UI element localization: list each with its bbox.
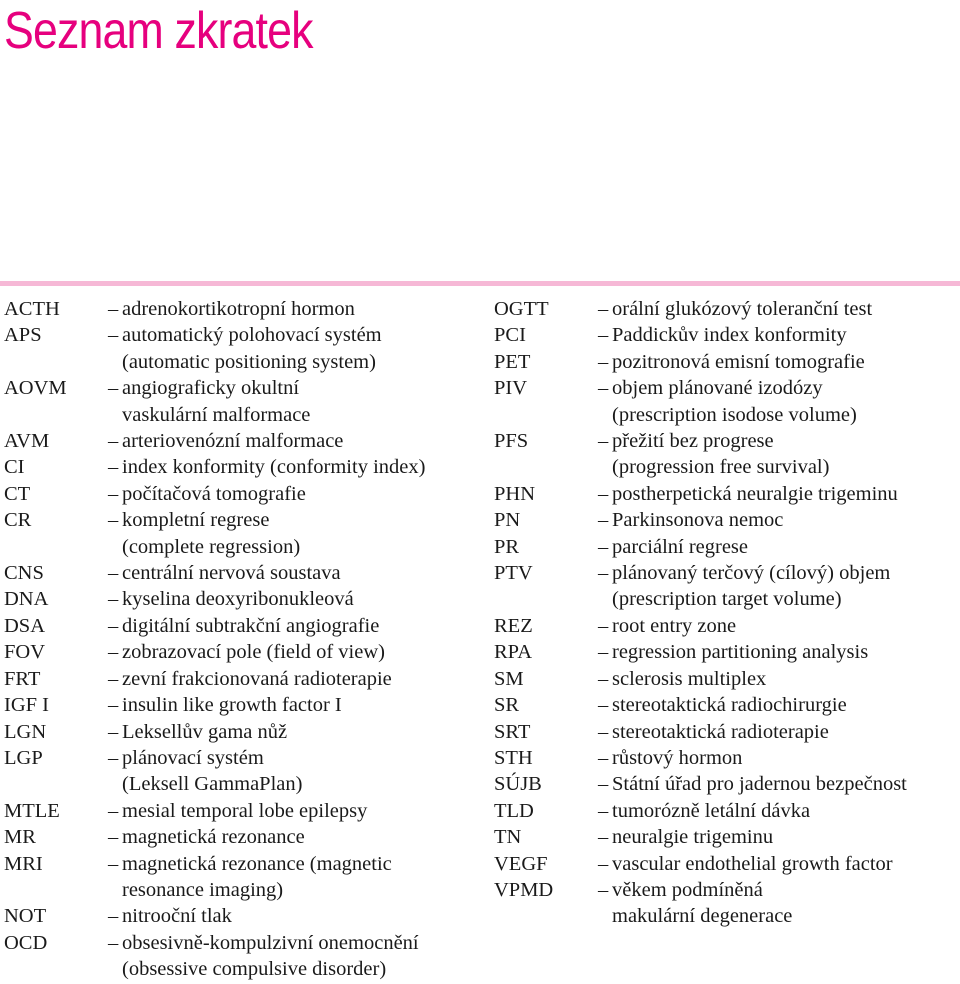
abbreviation-definition (598, 349, 960, 375)
dash-separator: – (108, 509, 119, 532)
abbreviation-definition (598, 534, 960, 560)
dash-separator: – (598, 799, 609, 822)
abbreviation-definition (108, 560, 484, 586)
abbreviation-definition (598, 824, 960, 850)
abbreviation-definition (598, 798, 960, 824)
dash-separator: – (108, 852, 119, 875)
definition-line: plánovací systém (122, 746, 264, 769)
abbreviation-entry (494, 771, 960, 797)
definition-line: Paddickův index konformity (612, 324, 847, 347)
definition-line: kyselina deoxyribonukleová (122, 588, 354, 611)
abbreviation-definition (108, 666, 484, 692)
abbreviation-term: IGF I (4, 694, 49, 717)
abbreviation-definition (108, 639, 484, 665)
definition-line: vascular endothelial growth factor (612, 852, 893, 875)
dash-separator: – (598, 667, 609, 690)
definition-line: digitální subtrakční angiografie (122, 614, 380, 637)
abbreviation-entry (494, 560, 960, 613)
abbreviation-definition (598, 666, 960, 692)
definition-line: Parkinsonova nemoc (612, 509, 784, 532)
abbreviation-term: MR (4, 826, 36, 849)
abbreviation-entry (4, 824, 484, 850)
definition-line: růstový hormon (612, 746, 743, 769)
definition-line: zevní frakcionovaná radioterapie (122, 667, 392, 690)
dash-separator: – (108, 905, 119, 928)
abbreviation-definition (108, 428, 484, 454)
dash-separator: – (108, 694, 119, 717)
abbreviation-entry (4, 322, 484, 375)
definition-line: počítačová tomografie (122, 482, 306, 505)
definition-line: arteriovenózní malformace (122, 430, 344, 453)
abbreviation-entry (4, 375, 484, 428)
abbreviation-entry (494, 481, 960, 507)
abbreviation-definition (598, 745, 960, 771)
abbreviation-definition (108, 930, 484, 983)
abbreviation-term: PR (494, 535, 520, 558)
definition-line: sclerosis multiplex (612, 667, 767, 690)
dash-separator: – (598, 878, 609, 901)
abbreviation-term: SR (494, 694, 520, 717)
definition-line: neuralgie trigeminu (612, 826, 774, 849)
abbreviation-definition (108, 375, 484, 428)
abbreviation-entry (494, 322, 960, 348)
abbreviation-entry (4, 930, 484, 983)
page-title: Seznam zkratek (4, 2, 313, 60)
dash-separator: – (108, 720, 119, 743)
definition-line: přežití bez progrese (612, 430, 774, 453)
abbreviation-definition (108, 692, 484, 718)
abbreviation-term: CR (4, 509, 32, 532)
definition-line: magnetická rezonance (magnetic (122, 852, 392, 875)
dash-separator: – (108, 799, 119, 822)
abbreviation-definition (108, 296, 484, 322)
abbreviation-entry (4, 639, 484, 665)
definition-line: plánovaný terčový (cílový) objem (612, 562, 891, 585)
abbreviation-definition (108, 719, 484, 745)
abbreviation-entry (494, 798, 960, 824)
abbreviation-entry (4, 719, 484, 745)
dash-separator: – (108, 562, 119, 585)
abbreviation-term: DSA (4, 614, 46, 637)
abbreviation-definition (108, 851, 484, 904)
abbreviation-entry (4, 454, 484, 480)
definition-line: věkem podmíněná (612, 878, 763, 901)
abbreviation-entry (4, 428, 484, 454)
abbreviation-term: REZ (494, 614, 533, 637)
abbreviation-definition (598, 375, 960, 428)
definition-line: (prescription isodose volume) (612, 403, 857, 426)
dash-separator: – (598, 509, 609, 532)
dash-separator: – (598, 350, 609, 373)
abbreviation-definition (108, 798, 484, 824)
abbreviation-term: OCD (4, 931, 48, 954)
abbreviation-term: AVM (4, 430, 50, 453)
abbreviation-definition (598, 481, 960, 507)
abbreviation-entry (4, 296, 484, 322)
abbreviation-list-left (4, 296, 484, 983)
definition-line: angiograficky okultní (122, 377, 300, 400)
dash-separator: – (598, 535, 609, 558)
abbreviation-term: APS (4, 324, 42, 347)
abbreviation-term: SÚJB (494, 773, 542, 796)
abbreviation-term: STH (494, 746, 533, 769)
definition-line: parciální regrese (612, 535, 749, 558)
abbreviation-definition (598, 692, 960, 718)
dash-separator: – (598, 720, 609, 743)
definition-line: kompletní regrese (122, 509, 270, 532)
abbreviation-term: RPA (494, 641, 532, 664)
abbreviation-definition (598, 771, 960, 797)
definition-line: (complete regression) (122, 535, 301, 558)
definition-line: regression partitioning analysis (612, 641, 869, 664)
abbreviation-entry (4, 745, 484, 798)
definition-line: objem plánované izodózy (612, 377, 823, 400)
definition-line: (automatic positioning system) (122, 350, 376, 373)
abbreviation-definition (598, 296, 960, 322)
definition-line: (prescription target volume) (612, 588, 842, 611)
abbreviation-definition (108, 824, 484, 850)
abbreviation-entry (4, 903, 484, 929)
definition-line: (obsessive compulsive disorder) (122, 958, 387, 981)
abbreviation-definition (108, 586, 484, 612)
abbreviation-term: SM (494, 667, 524, 690)
abbreviation-term: DNA (4, 588, 49, 611)
abbreviation-entry (494, 666, 960, 692)
abbreviation-entry (494, 639, 960, 665)
abbreviation-entry (4, 507, 484, 560)
abbreviation-term: PN (494, 509, 521, 532)
abbreviation-entry (494, 428, 960, 481)
definition-line: magnetická rezonance (122, 826, 305, 849)
abbreviation-term: CT (4, 482, 31, 505)
dash-separator: – (598, 773, 609, 796)
abbreviation-term: VEGF (494, 852, 548, 875)
abbreviation-definition (598, 507, 960, 533)
definition-line: index konformity (conformity index) (122, 456, 426, 479)
abbreviation-term: TLD (494, 799, 534, 822)
dash-separator: – (108, 588, 119, 611)
definition-line: Státní úřad pro jadernou bezpečnost (612, 773, 907, 796)
abbreviation-definition (598, 322, 960, 348)
abbreviation-definition (108, 903, 484, 929)
dash-separator: – (598, 852, 609, 875)
abbreviation-definition (108, 507, 484, 560)
abbreviation-entry (4, 692, 484, 718)
definition-line: root entry zone (612, 614, 737, 637)
abbreviation-definition (108, 745, 484, 798)
abbreviation-term: NOT (4, 905, 47, 928)
abbreviation-term: OGTT (494, 298, 549, 320)
abbreviation-entry (494, 349, 960, 375)
abbreviation-term: AOVM (4, 377, 67, 400)
abbreviation-entry (494, 613, 960, 639)
abbreviation-entry (494, 375, 960, 428)
dash-separator: – (598, 562, 609, 585)
abbreviation-definition (598, 851, 960, 877)
abbreviation-entry (4, 666, 484, 692)
abbreviation-definition (108, 613, 484, 639)
abbreviation-term: LGP (4, 746, 43, 769)
definition-line: centrální nervová soustava (122, 562, 341, 585)
definition-line: insulin like growth factor I (122, 694, 342, 717)
dash-separator: – (108, 614, 119, 637)
abbreviation-term: LGN (4, 720, 47, 743)
abbreviation-list-right (494, 296, 960, 930)
abbreviation-entry (4, 560, 484, 586)
dash-separator: – (598, 641, 609, 664)
definition-line: postherpetická neuralgie trigeminu (612, 482, 898, 505)
abbreviation-term: PFS (494, 430, 529, 453)
definition-line: zobrazovací pole (field of view) (122, 641, 385, 664)
abbreviation-entry (4, 798, 484, 824)
definition-line: mesial temporal lobe epilepsy (122, 799, 368, 822)
definition-line: vaskulární malformace (122, 403, 311, 426)
abbreviation-term: CNS (4, 562, 44, 585)
abbreviation-definition (598, 639, 960, 665)
dash-separator: – (598, 377, 609, 400)
dash-separator: – (108, 298, 119, 320)
definition-line: stereotaktická radioterapie (612, 720, 829, 743)
abbreviation-term: SRT (494, 720, 531, 743)
abbreviation-entry (494, 507, 960, 533)
dash-separator: – (598, 614, 609, 637)
abbreviation-term: FRT (4, 667, 41, 690)
abbreviation-term: FOV (4, 641, 46, 664)
dash-separator: – (598, 826, 609, 849)
abbreviation-term: ACTH (4, 298, 60, 320)
abbreviation-entry (494, 296, 960, 322)
dash-separator: – (598, 430, 609, 453)
title-divider (0, 281, 960, 286)
dash-separator: – (108, 667, 119, 690)
abbreviation-entry (494, 745, 960, 771)
abbreviation-definition (108, 322, 484, 375)
abbreviation-definition (598, 428, 960, 481)
abbreviation-entry (494, 534, 960, 560)
definition-line: (Leksell GammaPlan) (122, 773, 303, 796)
abbreviation-term: MTLE (4, 799, 60, 822)
dash-separator: – (108, 931, 119, 954)
dash-separator: – (108, 456, 119, 479)
abbreviation-definition (598, 613, 960, 639)
abbreviation-term: TN (494, 826, 522, 849)
abbreviation-term: PTV (494, 562, 533, 585)
abbreviation-entry (4, 613, 484, 639)
dash-separator: – (598, 746, 609, 769)
abbreviation-term: VPMD (494, 878, 554, 901)
definition-line: pozitronová emisní tomografie (612, 350, 865, 373)
abbreviation-entry (494, 851, 960, 877)
definition-line: makulární degenerace (612, 905, 793, 928)
dash-separator: – (108, 746, 119, 769)
definition-line: tumorózně letální dávka (612, 799, 811, 822)
abbreviation-definition (108, 454, 484, 480)
dash-separator: – (598, 482, 609, 505)
dash-separator: – (598, 324, 609, 347)
definition-line: (progression free survival) (612, 456, 830, 479)
definition-line: Leksellův gama nůž (122, 720, 288, 743)
abbreviation-term: PHN (494, 482, 536, 505)
dash-separator: – (598, 298, 609, 320)
abbreviation-term: PCI (494, 324, 526, 347)
definition-line: stereotaktická radiochirurgie (612, 694, 847, 717)
abbreviation-term: MRI (4, 852, 43, 875)
definition-line: resonance imaging) (122, 878, 284, 901)
dash-separator: – (108, 430, 119, 453)
abbreviation-entry (4, 481, 484, 507)
definition-line: adrenokortikotropní hormon (122, 298, 355, 320)
dash-separator: – (598, 694, 609, 717)
definition-line: nitrooční tlak (122, 905, 232, 928)
definition-line: automatický polohovací systém (122, 324, 382, 347)
abbreviation-entry (4, 851, 484, 904)
abbreviation-entry (494, 877, 960, 930)
dash-separator: – (108, 641, 119, 664)
abbreviation-entry (494, 719, 960, 745)
abbreviation-term: PIV (494, 377, 528, 400)
dash-separator: – (108, 324, 119, 347)
dash-separator: – (108, 482, 119, 505)
abbreviation-definition (108, 481, 484, 507)
dash-separator: – (108, 826, 119, 849)
definition-line: orální glukózový toleranční test (612, 298, 873, 320)
abbreviation-term: PET (494, 350, 531, 373)
abbreviation-entry (4, 586, 484, 612)
abbreviation-definition (598, 560, 960, 613)
abbreviation-entry (494, 824, 960, 850)
abbreviation-term: CI (4, 456, 25, 479)
abbreviation-entry (494, 692, 960, 718)
dash-separator: – (108, 377, 119, 400)
abbreviation-definition (598, 877, 960, 930)
abbreviation-definition (598, 719, 960, 745)
definition-line: obsesivně-kompulzivní onemocnění (122, 931, 419, 954)
